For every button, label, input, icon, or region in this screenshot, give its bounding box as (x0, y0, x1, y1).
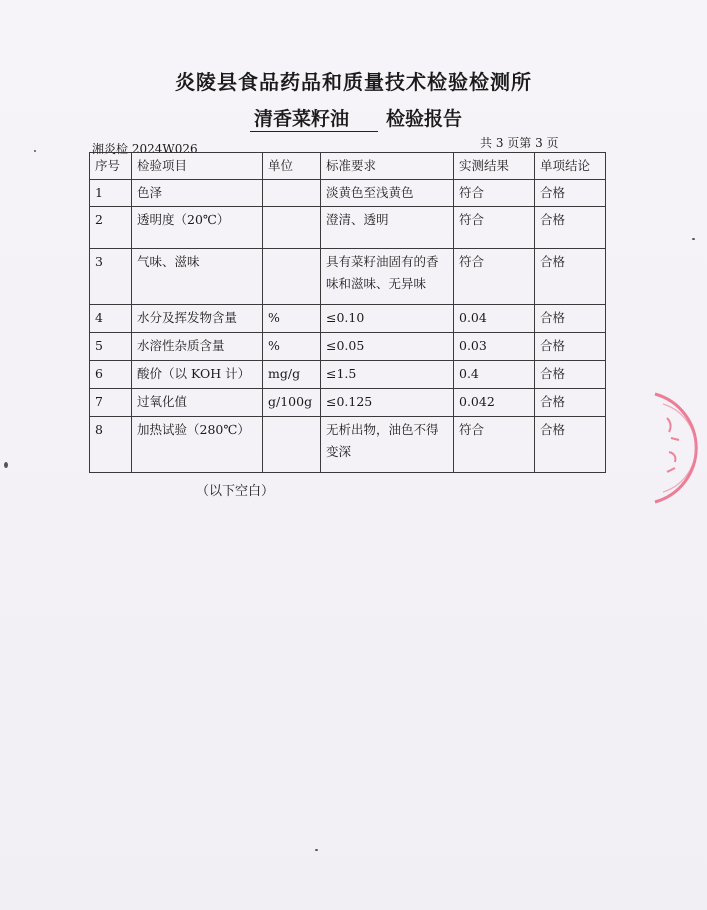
table-row (90, 417, 606, 473)
cell-standard: 淡黄色至浅黄色 (321, 180, 454, 207)
cell-no: 6 (90, 361, 132, 389)
cell-result: 0.03 (454, 333, 535, 361)
cell-item: 过氧化值 (132, 389, 263, 417)
table-row (90, 180, 606, 207)
scan-speck (315, 849, 318, 851)
cell-unit (263, 249, 321, 305)
cell-standard: 无析出物，油色不得变深 (321, 417, 454, 473)
cell-unit: mg/g (263, 361, 321, 389)
col-header-result: 实测结果 (454, 153, 535, 180)
cell-standard: 澄清、透明 (321, 207, 454, 249)
cell-no: 7 (90, 389, 132, 417)
cell-conclusion: 合格 (535, 207, 606, 249)
cell-item: 透明度（20℃） (132, 207, 263, 249)
cell-standard: 具有菜籽油固有的香味和滋味、无异味 (321, 249, 454, 305)
cell-item: 色泽 (132, 180, 263, 207)
cell-conclusion: 合格 (535, 361, 606, 389)
table-header-row (90, 153, 606, 180)
cell-result: 符合 (454, 180, 535, 207)
cell-conclusion: 合格 (535, 417, 606, 473)
official-seal-stamp (645, 388, 707, 508)
table-row (90, 305, 606, 333)
col-header-no: 序号 (90, 153, 132, 180)
cell-result: 0.04 (454, 305, 535, 333)
report-subtitle (250, 104, 462, 132)
results-table (89, 152, 606, 473)
scan-speck (4, 462, 8, 468)
institution-title: 炎陵县食品药品和质量技术检验检测所 (175, 70, 532, 94)
cell-no: 3 (90, 249, 132, 305)
cell-result: 0.042 (454, 389, 535, 417)
cell-no: 8 (90, 417, 132, 473)
cell-result: 0.4 (454, 361, 535, 389)
col-header-item: 检验项目 (132, 153, 263, 180)
cell-result: 符合 (454, 207, 535, 249)
table-row (90, 207, 606, 249)
cell-no: 5 (90, 333, 132, 361)
cell-standard: ≤0.125 (321, 389, 454, 417)
cell-unit: % (263, 333, 321, 361)
scan-speck (692, 238, 695, 240)
col-header-conclusion: 单项结论 (535, 153, 606, 180)
cell-conclusion: 合格 (535, 333, 606, 361)
cell-unit: g/100g (263, 389, 321, 417)
cell-conclusion: 合格 (535, 180, 606, 207)
cell-unit (263, 180, 321, 207)
product-name: 清香菜籽油 (250, 104, 378, 132)
cell-unit (263, 417, 321, 473)
cell-item: 加热试验（280℃） (132, 417, 263, 473)
page-info: 共 3 页第 3 页 (480, 136, 559, 150)
cell-standard: ≤1.5 (321, 361, 454, 389)
scan-speck (34, 150, 36, 152)
report-number: 湘炎检 2024W026 (92, 142, 198, 156)
cell-item: 酸价（以 KOH 计） (132, 361, 263, 389)
cell-item: 气味、滋味 (132, 249, 263, 305)
col-header-unit: 单位 (263, 153, 321, 180)
cell-result: 符合 (454, 417, 535, 473)
table-row (90, 361, 606, 389)
cell-conclusion: 合格 (535, 305, 606, 333)
cell-item: 水分及挥发物含量 (132, 305, 263, 333)
cell-conclusion: 合格 (535, 389, 606, 417)
cell-item: 水溶性杂质含量 (132, 333, 263, 361)
cell-result: 符合 (454, 249, 535, 305)
cell-conclusion: 合格 (535, 249, 606, 305)
report-label: 检验报告 (386, 108, 463, 130)
table-row (90, 249, 606, 305)
cell-unit: % (263, 305, 321, 333)
cell-standard: ≤0.10 (321, 305, 454, 333)
cell-standard: ≤0.05 (321, 333, 454, 361)
blank-below-note: （以下空白） (196, 484, 275, 499)
col-header-standard: 标准要求 (321, 153, 454, 180)
cell-no: 1 (90, 180, 132, 207)
cell-no: 2 (90, 207, 132, 249)
table-row (90, 389, 606, 417)
cell-no: 4 (90, 305, 132, 333)
cell-unit (263, 207, 321, 249)
table-row (90, 333, 606, 361)
